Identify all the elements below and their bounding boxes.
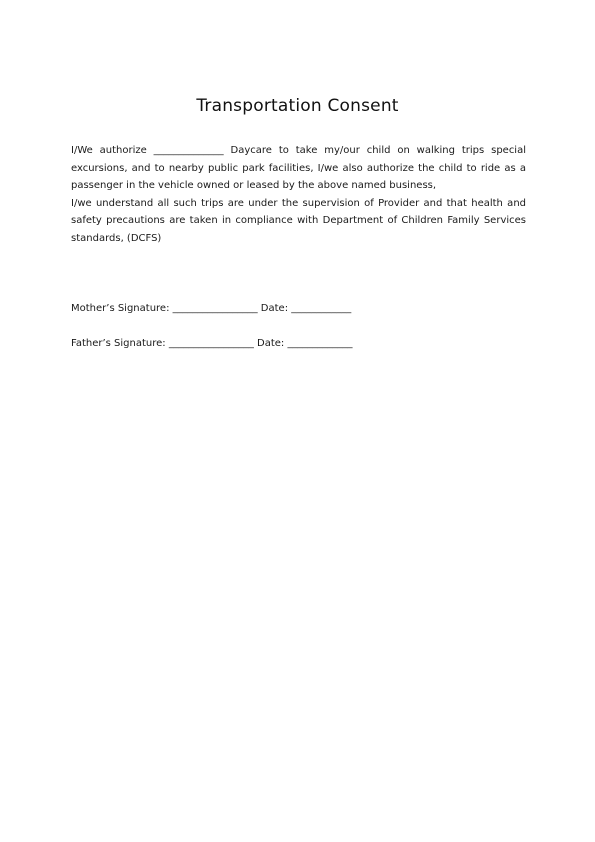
consent-paragraph-supervision: I/we understand all such trips are under the supervision of Provider and that health and safety precautions are taken in compliance with Department of Children Family Services standards, (DCFS)	[71, 197, 526, 244]
father-signature-line: Father’s Signature: _________________ Date: _____________	[71, 338, 353, 349]
consent-paragraph-authorization: I/We authorize ______________ Daycare to take my/our child on walking trips special excursions, and to nearby public park facilities, I/we also authorize the child to ride as a passenger in the vehicle owned or leased by the above named business,	[71, 145, 526, 191]
consent-body	[71, 142, 526, 247]
page-title: Transportation Consent	[196, 96, 399, 116]
mother-signature-line: Mother’s Signature: _________________ Date: ____________	[71, 303, 352, 314]
